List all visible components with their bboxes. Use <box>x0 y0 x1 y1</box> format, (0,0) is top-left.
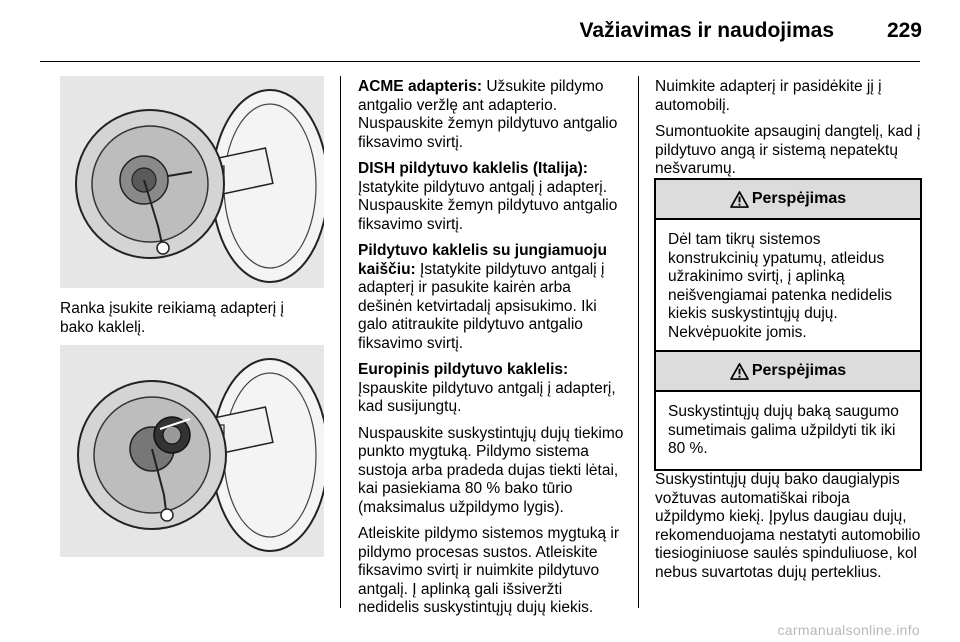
warning-box-2 <box>654 350 922 471</box>
remove-adapter-paragraph: Nuimkite adapterį ir pasidėkite jį į automobilį. <box>655 78 882 114</box>
column-3-bottom <box>655 471 921 590</box>
page-header <box>0 0 960 62</box>
page-number: 229 <box>886 19 922 42</box>
bayonet-filler-text: Įstatykite pildytuvo antgalį į adapterį ir pasukite kairėn arba dešinėn ketvirtadalį apsisukimo. Iki galo atitraukite pildytuvo antgalio fiksavimo svirtį. <box>358 260 605 352</box>
warning-triangle-icon <box>730 191 749 208</box>
warning-box-2-title: Perspėjimas <box>751 362 847 379</box>
column-divider-2 <box>638 76 639 608</box>
acme-adapter-text: Užsukite pildymo antgalio veržlę ant adapterio. Nuspauskite žemyn pildytuvo antgalio fiksavimo svirtį. <box>358 78 618 151</box>
fuel-filler-illustration-1 <box>60 76 324 288</box>
filling-button-paragraph: Nuspauskite suskystintųjų dujų tiekimo punkto mygtuką. Pildymo sistema sustoja arba pradeda dujas tiekti lėtai, kai pasiekiama 80 % bako tūrio (maksimalus užpildymo lygis). <box>358 424 624 516</box>
euro-filler-text: Įspauskite pildytuvo antgalį į adapterį, kad susijungtų. <box>358 379 616 415</box>
fuel-filler-illustration-2 <box>60 345 324 557</box>
bayonet-filler-heading: Pildytuvo kaklelis su jungiamuoju kaiščiu: <box>358 242 607 278</box>
release-button-paragraph: Atleiskite pildymo sistemos mygtuką ir pildymo procesas sustos. Atleiskite fiksavimo svirtį ir nuimkite pildytuvo antgalį. Į aplinką gali išsiveržti nedidelis suskystintųjų dujų kiekis. <box>358 525 619 616</box>
protective-cap-paragraph: Sumontuokite apsauginį dangtelį, kad į pildytuvo angą ir sistemą nepatektų nešvarumų. <box>655 123 921 177</box>
column-2 <box>358 78 624 626</box>
euro-filler-paragraph <box>358 361 624 417</box>
warning-box-1 <box>654 178 922 354</box>
acme-adapter-paragraph <box>358 78 624 152</box>
multivalve-paragraph: Suskystintųjų dujų bako daugialypis vožtuvas automatiškai riboja užpildymo kiekį. Įpylus daugiau dujų, rekomenduojama nestatyti automobilio tiesioginiuose saulės spinduliuose, kol nebus suvartotas dujų perteklius. <box>655 471 921 581</box>
euro-filler-heading: Europinis pildytuvo kaklelis: <box>358 361 569 378</box>
warning-box-1-title: Perspėjimas <box>751 190 847 207</box>
warning-box-1-text: Dėl tam tikrų sistemos konstrukcinių ypatumų, atleidus užrakinimo svirtį, į aplinką neišvengiamai patenka nedidelis kiekis suskystintųjų dujų. Nekvėpuokite jomis. <box>668 231 893 341</box>
dish-filler-heading: DISH pildytuvo kaklelis (Italija): <box>358 160 588 177</box>
acme-adapter-heading: ACME adapteris: <box>358 78 483 95</box>
figure-caption: Ranka įsukite reikiamą adapterį į bako kaklelį. <box>60 300 284 336</box>
warning-triangle-icon <box>730 363 749 380</box>
bayonet-filler-paragraph <box>358 242 624 353</box>
warning-box-2-header <box>656 352 920 392</box>
warning-box-1-header <box>656 180 920 220</box>
watermark-text: carmanualsonline.info <box>777 622 920 638</box>
fuel-filler-drawing-1 <box>60 76 324 288</box>
dish-filler-paragraph <box>358 160 624 234</box>
page-title: Važiavimas ir naudojimas <box>579 19 834 42</box>
warning-box-2-text: Suskystintųjų dujų baką saugumo sumetimais galima užpildyti tik iki 80 %. <box>668 403 899 457</box>
header-rule <box>40 61 920 62</box>
column-divider-1 <box>340 76 341 608</box>
column-1 <box>60 300 320 345</box>
column-3 <box>655 78 921 187</box>
dish-filler-text: Įstatykite pildytuvo antgalį į adapterį. Nuspauskite žemyn pildytuvo antgalio fiksavimo svirtį. <box>358 178 618 233</box>
fuel-filler-drawing-2 <box>60 345 324 557</box>
